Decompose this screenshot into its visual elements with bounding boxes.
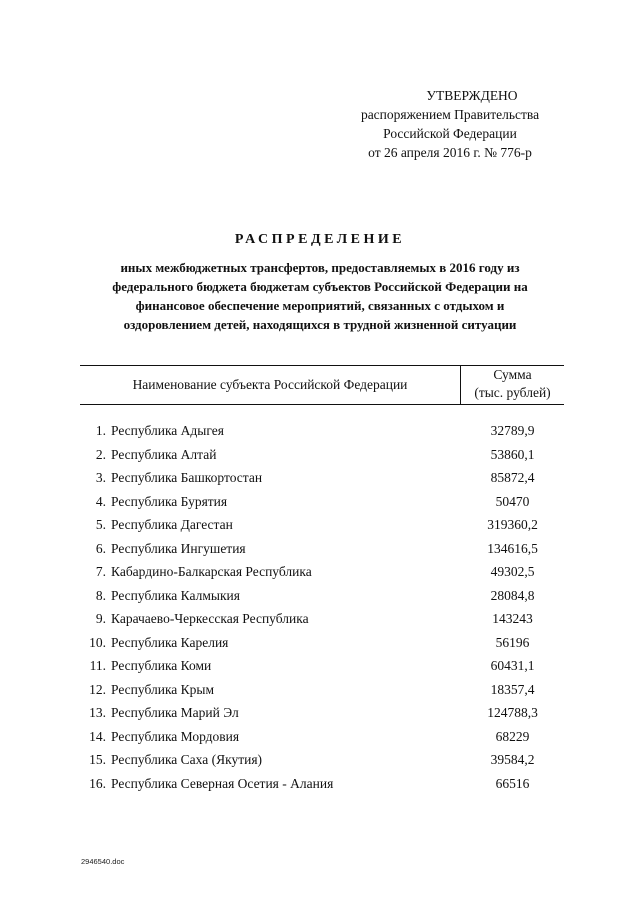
row-amount: 39584,2 [490,752,535,767]
document-title: РАСПРЕДЕЛЕНИЕ [234,232,406,247]
row-number: 3. [95,470,106,485]
row-amount: 319360,2 [487,517,538,532]
row-number: 16. [89,775,106,791]
document-subtitle [60,258,580,334]
row-number: 11. [89,658,106,673]
approval-line-2: Российской Федерации [383,126,517,141]
table-row [80,513,564,537]
row-amount: 66516 [495,775,530,791]
row-region-name: Республика Алтай [111,446,217,462]
row-region-name: Республика Марий Эл [111,705,239,720]
table-row [80,654,564,678]
table-row [80,772,564,796]
header-sum-unit: (тыс. рублей) [474,385,551,400]
row-number: 1. [95,423,106,438]
row-number: 9. [95,611,106,626]
header-sum-label: Сумма [493,367,532,382]
row-region-name: Республика Саха (Якутия) [111,752,263,767]
subtitle-line-1: иных межбюджетных трансфертов, предоставляемых в 2016 году из [120,260,520,275]
table-row [80,419,564,443]
row-region-name: Республика Бурятия [111,493,228,509]
file-footer: 2946540.doc [81,857,125,866]
row-number: 8. [95,587,106,603]
row-number: 13. [89,705,106,720]
row-region-name: Республика Калмыкия [111,587,240,603]
table-row [80,701,564,725]
table-body [80,419,564,795]
row-number: 7. [95,564,106,579]
row-number: 12. [89,681,106,697]
table-row [80,537,564,561]
table-row [80,443,564,467]
approval-block [330,86,570,162]
row-region-name: Республика Мордовия [111,728,240,744]
row-amount: 50470 [495,493,530,509]
row-amount: 60431,1 [490,658,535,673]
table-row [80,631,564,655]
row-amount: 53860,1 [490,446,535,462]
row-region-name: Кабардино-Балкарская Республика [111,564,312,579]
table-row [80,584,564,608]
row-number: 10. [89,634,106,650]
row-number: 2. [95,446,106,462]
table-row [80,678,564,702]
row-number: 4. [95,493,106,509]
row-region-name: Республика Северная Осетия - Алания [111,775,334,791]
table-row [80,466,564,490]
row-amount: 56196 [495,634,530,650]
approval-heading: УТВЕРЖДЕНО [426,88,518,103]
table-row [80,490,564,514]
table-row [80,560,564,584]
header-name-column: Наименование субъекта Российской Федерации [80,366,461,404]
subtitle-line-2: федерального бюджета бюджетам субъектов Российской Федерации на [112,279,528,294]
table-header [80,365,564,405]
row-region-name: Республика Башкортостан [111,470,263,485]
row-amount: 143243 [492,611,533,626]
row-amount: 18357,4 [490,681,535,697]
row-amount: 49302,5 [490,564,535,579]
table-row [80,725,564,749]
table-row [80,607,564,631]
row-amount: 68229 [495,728,530,744]
row-region-name: Республика Коми [111,658,212,673]
row-region-name: Карачаево-Черкесская Республика [111,611,309,626]
row-number: 6. [95,540,106,556]
table-row [80,748,564,772]
row-amount: 32789,9 [490,423,535,438]
row-region-name: Республика Адыгея [111,423,224,438]
row-number: 5. [95,517,106,532]
approval-line-1: распоряжением Правительства [360,107,540,122]
row-number: 15. [89,752,106,767]
subtitle-line-3: финансовое обеспечение мероприятий, связанных с отдыхом и [135,298,505,313]
row-amount: 134616,5 [487,540,538,556]
subtitle-line-4: оздоровлением детей, находящихся в трудной жизненной ситуации [123,317,517,332]
approval-line-3: от 26 апреля 2016 г. № 776-р [368,145,532,160]
header-sum-column [461,366,564,404]
row-amount: 85872,4 [490,470,535,485]
row-amount: 124788,3 [487,705,538,720]
row-region-name: Республика Дагестан [111,517,233,532]
row-amount: 28084,8 [490,587,535,603]
row-region-name: Республика Ингушетия [111,540,246,556]
row-region-name: Республика Крым [111,681,215,697]
row-region-name: Республика Карелия [111,634,229,650]
row-number: 14. [89,728,106,744]
